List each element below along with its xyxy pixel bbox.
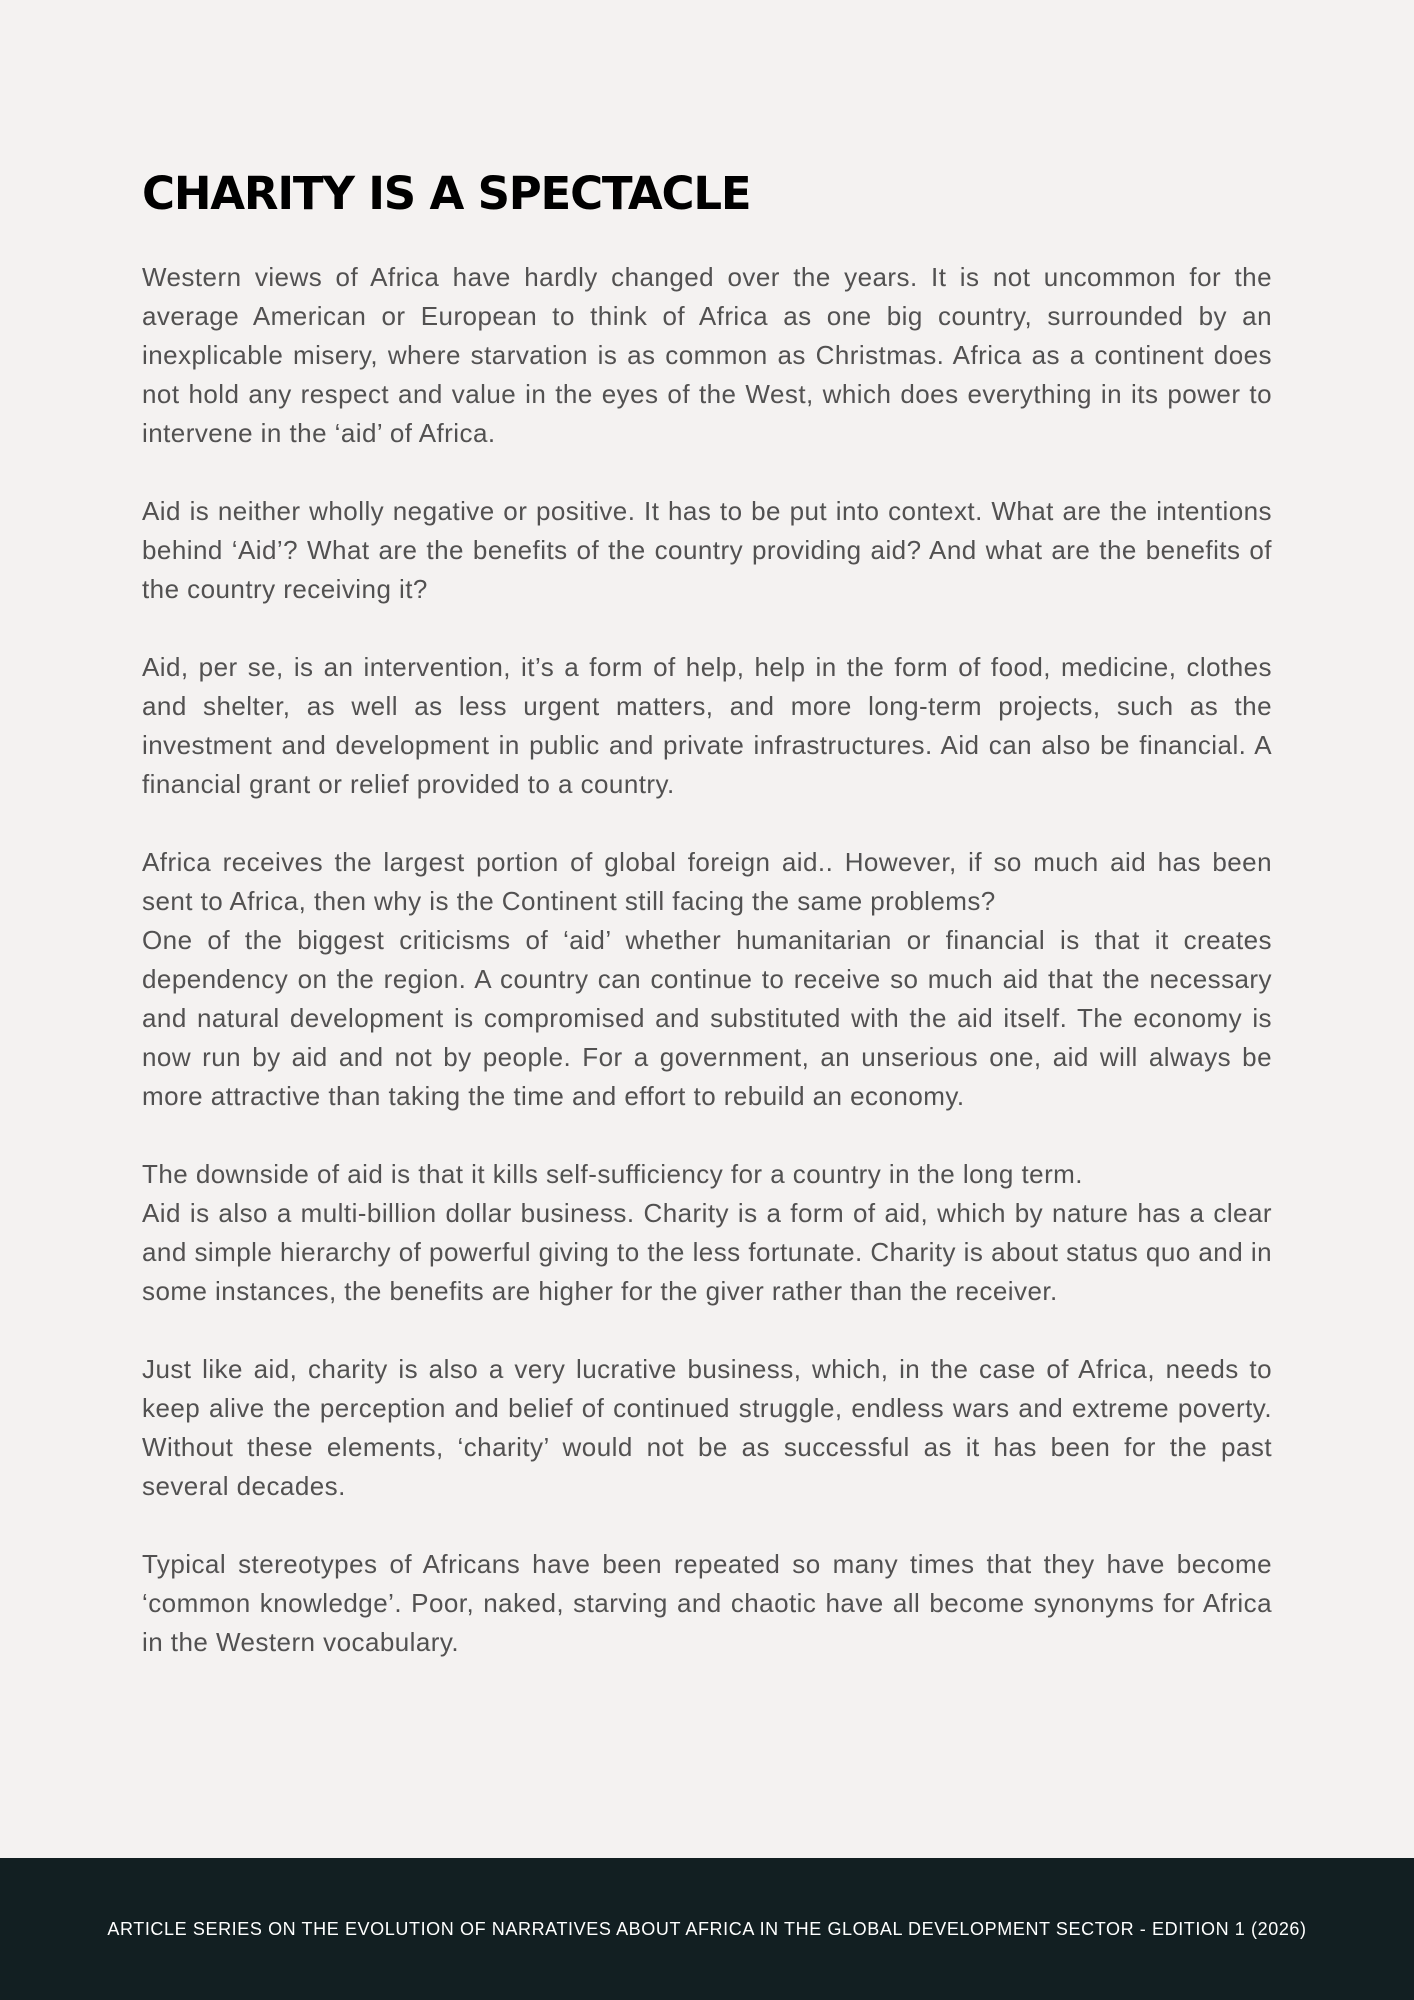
article-title: CHARITY IS A SPECTACLE xyxy=(142,167,751,220)
article-body xyxy=(142,258,1272,1662)
article-paragraph: Aid is also a multi-billion dollar business. Charity is a form of aid, which by nature has a clear and simple hierarchy of powerful giving to the less fortunate. Charity is about status quo and in some instances, the benefits are higher for the giver rather than the receiver. xyxy=(142,1198,1272,1306)
article-paragraph: Western views of Africa have hardly changed over the years. It is not uncommon for the average American or European to think of Africa as one big country, surrounded by an inexplicable misery, where starvation is as common as Christmas. Africa as a continent does not hold any respect and value in the eyes of the West, which does everything in its power to intervene in the ‘aid’ of Africa. xyxy=(142,262,1272,448)
article-paragraph: The downside of aid is that it kills self-sufficiency for a country in the long term. xyxy=(142,1159,1083,1189)
page-footer xyxy=(0,1858,1414,2000)
article-paragraph: One of the biggest criticisms of ‘aid’ whether humanitarian or financial is that it creates dependency on the region. A country can continue to receive so much aid that the necessary and natural development is compromised and substituted with the aid itself. The economy is now run by aid and not by people. For a government, an unserious one, aid will always be more attractive than taking the time and effort to rebuild an economy. xyxy=(142,925,1272,1111)
article xyxy=(142,166,1272,1701)
article-paragraph: Typical stereotypes of Africans have been repeated so many times that they have become ‘common knowledge’. Poor, naked, starving and chaotic have all become synonyms for Africa in the Western vocabulary. xyxy=(142,1549,1272,1657)
article-paragraph: Aid, per se, is an intervention, it’s a form of help, help in the form of food, medicine, clothes and shelter, as well as less urgent matters, and more long-term projects, such as the investment and development in public and private infrastructures. Aid can also be financial. A financial grant or relief provided to a country. xyxy=(142,652,1272,799)
article-paragraph: Just like aid, charity is also a very lucrative business, which, in the case of Africa, needs to keep alive the perception and belief of continued struggle, endless wars and extreme poverty. Without these elements, ‘charity’ would not be as successful as it has been for the past several decades. xyxy=(142,1354,1272,1501)
article-paragraph-group xyxy=(142,1155,1272,1311)
article-paragraph: Aid is neither wholly negative or positive. It has to be put into context. What are the intentions behind ‘Aid’? What are the benefits of the country providing aid? And what are the benefits of the country receiving it? xyxy=(142,496,1272,604)
article-paragraph-group xyxy=(142,843,1272,1116)
footer-caption: ARTICLE SERIES ON THE EVOLUTION OF NARRATIVES ABOUT AFRICA IN THE GLOBAL DEVELOPMENT SECTOR - EDITION 1 (2026) xyxy=(107,1919,1307,1939)
article-paragraph: Africa receives the largest portion of global foreign aid.. However, if so much aid has been sent to Africa, then why is the Continent still facing the same problems? xyxy=(142,847,1272,916)
